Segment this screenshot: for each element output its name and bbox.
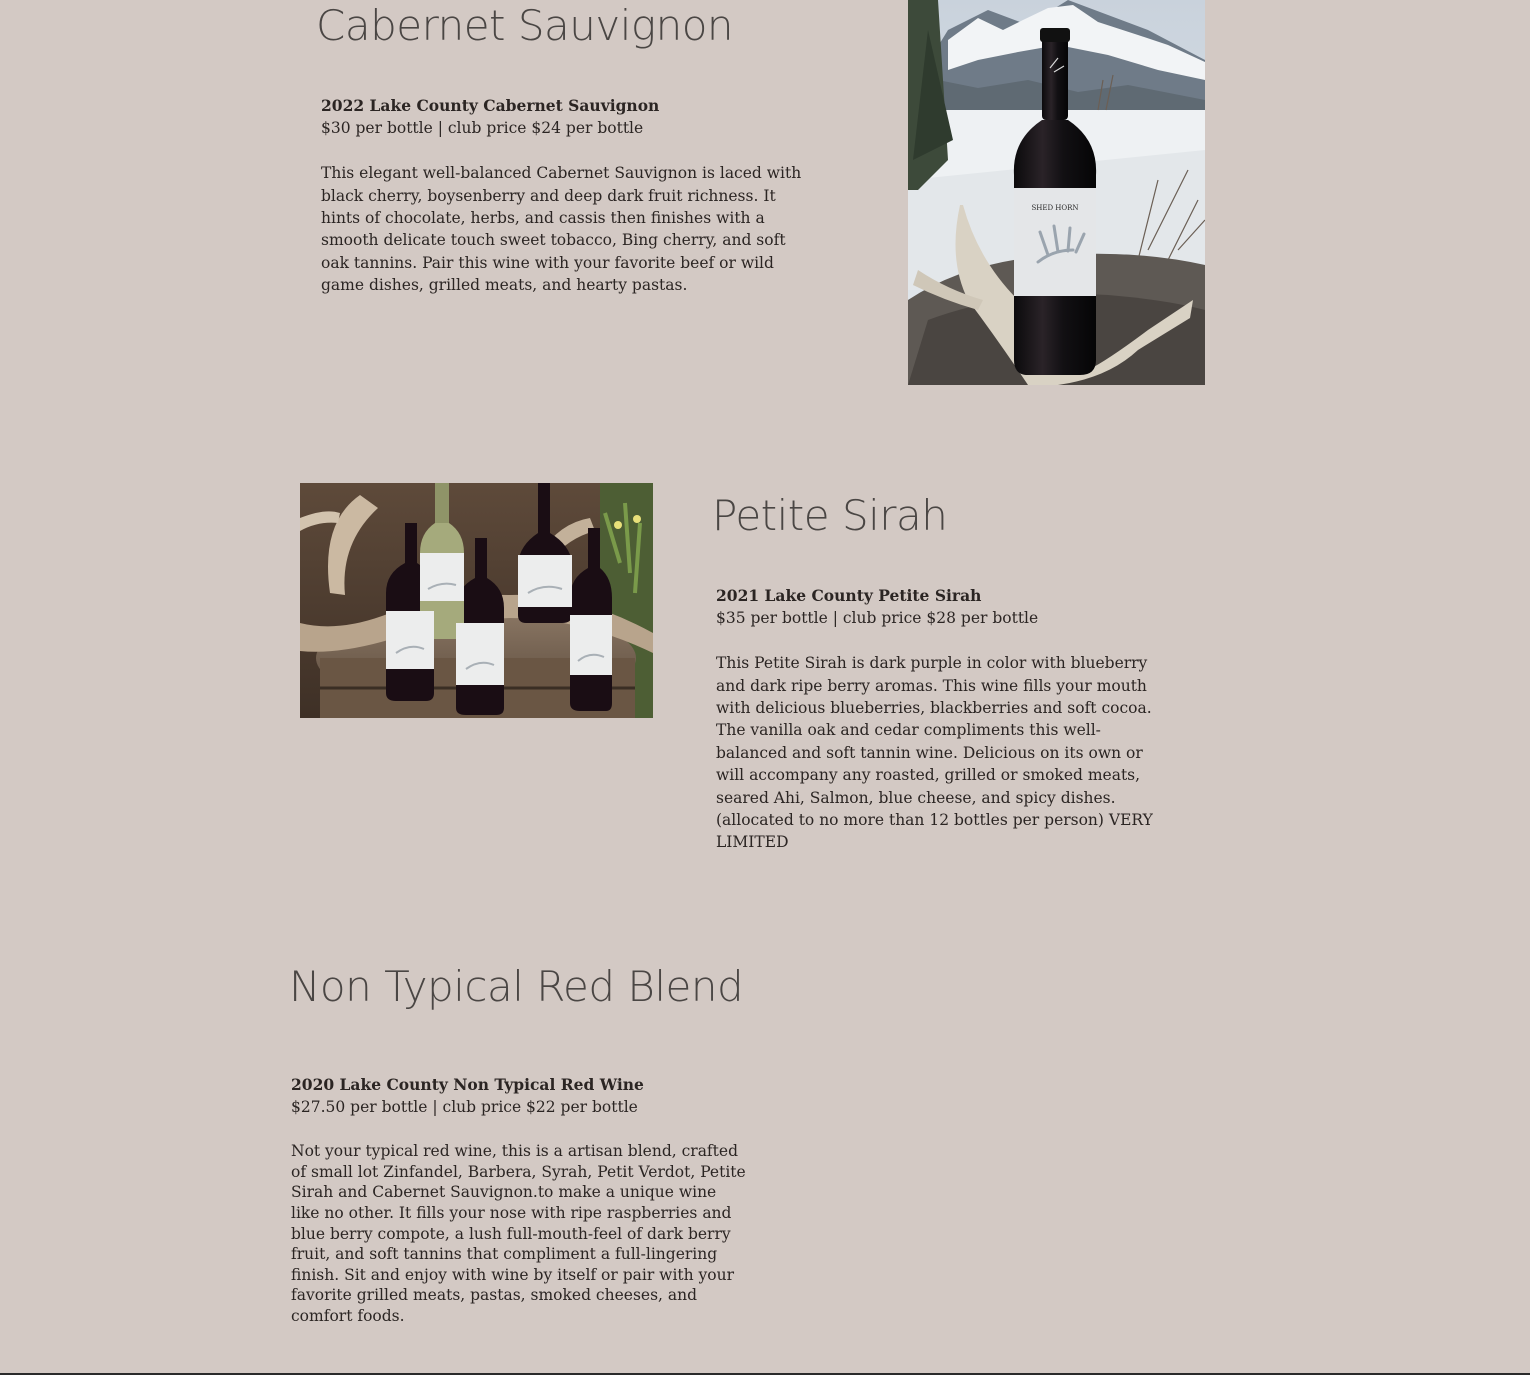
wine-price: $27.50 per bottle | club price $22 per bottle xyxy=(291,1098,638,1117)
wine-info-cabernet xyxy=(321,95,811,297)
wine-title: 2020 Lake County Non Typical Red Wine xyxy=(291,1075,644,1094)
wine-description: Not your typical red wine, this is a artisan blend, crafted of small lot Zinfandel, Barbera, Syrah, Petit Verdot, Petite Sirah and Cabernet Sauvignon.to make a unique wine like no other. It fills your nose with ripe raspberries and blue berry compote, a lush full-mouth-feel of dark berry fruit, and soft tannins that compliment a full-lingering finish. Sit and enjoy with wine by itself or pair with your favorite grilled meats, pastas, smoked cheeses, and comfort foods. xyxy=(291,1142,746,1325)
wine-description: This Petite Sirah is dark purple in color with blueberry and dark ripe berry aromas. This wine fills your mouth with delicious blueberries, blackberries and soft cocoa. The vanilla oak and cedar compliments this well-balanced and soft tannin wine. Delicious on its own or will accompany any roasted, grilled or smoked meats, seared Ahi, Salmon, blue cheese, and spicy dishes. (allocated to no more than 12 bottles per person) VERY LIMITED xyxy=(716,654,1153,852)
petite-sirah-photo xyxy=(300,483,653,718)
wine-heading-cabernet: Cabernet Sauvignon xyxy=(316,1,734,50)
wine-title: 2021 Lake County Petite Sirah xyxy=(716,586,982,605)
wine-heading-non-typical: Non Typical Red Blend xyxy=(289,962,744,1011)
wine-description: This elegant well-balanced Cabernet Sauvignon is laced with black cherry, boysenberry and deep dark fruit richness. It hints of chocolate, herbs, and cassis then finishes with a smooth delicate touch sweet tobacco, Bing cherry, and soft oak tannins. Pair this wine with your favorite beef or wild game dishes, grilled meats, and hearty pastas. xyxy=(321,164,802,295)
wine-heading-petite-sirah: Petite Sirah xyxy=(712,491,948,540)
wine-info-petite-sirah xyxy=(716,585,1156,854)
wine-info-non-typical xyxy=(291,1074,746,1327)
wine-price: $35 per bottle | club price $28 per bottle xyxy=(716,609,1039,628)
wine-price: $30 per bottle | club price $24 per bottle xyxy=(321,119,644,138)
wine-title: 2022 Lake County Cabernet Sauvignon xyxy=(321,96,660,115)
svg-text:SHED HORN: SHED HORN xyxy=(1031,204,1079,212)
cabernet-photo xyxy=(908,0,1205,385)
